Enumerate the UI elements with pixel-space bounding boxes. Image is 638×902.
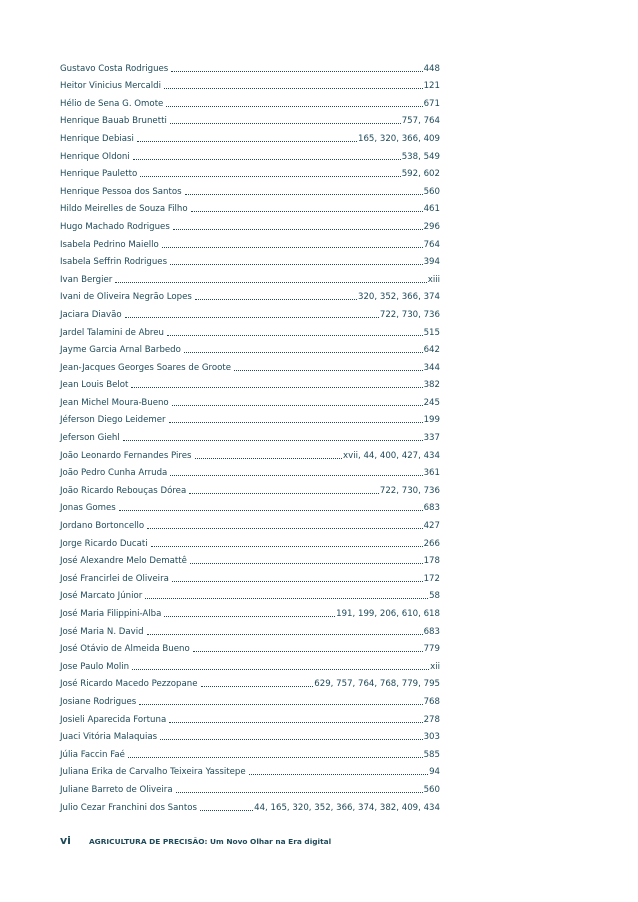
index-entry [60, 233, 440, 251]
index-entry [60, 356, 440, 374]
index-entry [60, 690, 440, 708]
index-entry [60, 550, 440, 568]
author-name: Hildo Meirelles de Souza Filho [60, 204, 188, 215]
author-name: Ivani de Oliveira Negrão Lopes [60, 292, 192, 303]
dot-leader [172, 581, 423, 582]
page-references: 178 [423, 556, 440, 567]
dot-leader [151, 546, 423, 547]
index-entry [60, 462, 440, 480]
dot-leader [195, 458, 343, 459]
dot-leader [171, 71, 422, 72]
page-references: 722, 730, 736 [379, 485, 440, 496]
page-references: 448 [423, 63, 440, 74]
page-references: 538, 549 [401, 151, 440, 162]
author-name: José Francirlei de Oliveira [60, 573, 169, 584]
page-references: 722, 730, 736 [379, 309, 440, 320]
dot-leader [133, 159, 401, 160]
dot-leader [164, 616, 335, 617]
index-entry [60, 620, 440, 638]
dot-leader [173, 229, 423, 230]
dot-leader [147, 634, 423, 635]
index-entry [60, 127, 440, 145]
page-references: xvii, 44, 400, 427, 434 [343, 450, 440, 461]
dot-leader [195, 299, 357, 300]
dot-leader [128, 757, 423, 758]
page-references: 58 [429, 591, 440, 602]
index-entry [60, 75, 440, 93]
dot-leader [201, 686, 314, 687]
index-entry [60, 479, 440, 497]
author-name: Jonas Gomes [60, 503, 116, 514]
dot-leader [191, 211, 423, 212]
page-references: 592, 602 [401, 169, 440, 180]
dot-leader [140, 176, 401, 177]
dot-leader [169, 422, 423, 423]
index-entry [60, 532, 440, 550]
author-name: Jardel Talamini de Abreu [60, 327, 165, 338]
page-references: 585 [423, 749, 440, 760]
author-name: Gustavo Costa Rodrigues [60, 63, 169, 74]
author-name: Josieli Aparecida Fortuna [60, 714, 167, 725]
page-references: 245 [423, 397, 440, 408]
page-references: 303 [423, 732, 440, 743]
author-name: Juliane Barreto de Oliveira [60, 784, 173, 795]
index-entry [60, 303, 440, 321]
index-entry [60, 374, 440, 392]
dot-leader [160, 739, 423, 740]
dot-leader [193, 651, 423, 652]
author-name: Jean-Jacques Georges Soares de Groote [60, 362, 232, 373]
index-entry [60, 778, 440, 796]
author-name: Ivan Bergier [60, 274, 113, 285]
index-entry [60, 497, 440, 515]
author-name: Jeferson Giehl [60, 433, 120, 444]
index-entry [60, 180, 440, 198]
index-entry [60, 655, 440, 673]
index-entry [60, 514, 440, 532]
page-references: 337 [423, 433, 440, 444]
page-references: 382 [423, 380, 440, 391]
author-name: Jéferson Diego Leidemer [60, 415, 166, 426]
dot-leader [131, 387, 422, 388]
page-footer [60, 834, 331, 847]
index-entry [60, 796, 440, 814]
page-references: 266 [423, 538, 440, 549]
index-entry [60, 268, 440, 286]
page-references: 121 [423, 81, 440, 92]
dot-leader [137, 141, 357, 142]
author-name: Josiane Rodrigues [60, 696, 137, 707]
index-entry [60, 726, 440, 744]
page-references: 560 [423, 186, 440, 197]
dot-leader [170, 475, 422, 476]
page-references: 320, 352, 366, 374 [357, 292, 440, 303]
author-name: Henrique Bauab Brunetti [60, 116, 167, 127]
index-entry [60, 339, 440, 357]
page-references: xiii [427, 274, 440, 285]
author-name: José Maria N. David [60, 626, 144, 637]
page-references: 683 [423, 626, 440, 637]
index-entry [60, 673, 440, 691]
dot-leader [190, 563, 423, 564]
page-references: xii [430, 661, 440, 672]
author-name: Jaciara Diavão [60, 309, 122, 320]
dot-leader [166, 106, 422, 107]
page-number: vi [60, 834, 71, 847]
index-entry [60, 761, 440, 779]
dot-leader [132, 669, 429, 670]
index-entry [60, 391, 440, 409]
dot-leader [145, 598, 428, 599]
author-name: Jean Michel Moura-Bueno [60, 397, 169, 408]
page-references: 172 [423, 573, 440, 584]
author-name: João Leonardo Fernandes Pires [60, 450, 192, 461]
dot-leader [119, 510, 423, 511]
author-name: João Pedro Cunha Arruda [60, 468, 168, 479]
page-references: 44, 165, 320, 352, 366, 374, 382, 409, 434 [254, 802, 440, 813]
author-name: José Alexandre Melo Demattê [60, 556, 187, 567]
author-name: Henrique Pessoa dos Santos [60, 186, 182, 197]
author-name: Jose Paulo Molin [60, 661, 130, 672]
dot-leader [162, 247, 423, 248]
page-references: 394 [423, 257, 440, 268]
author-name: Hélio de Sena G. Omote [60, 98, 164, 109]
author-name: Henrique Debiasi [60, 133, 134, 144]
author-name: João Ricardo Rebouças Dórea [60, 485, 187, 496]
page-references: 671 [423, 98, 440, 109]
author-name: Isabela Seffrin Rodrigues [60, 257, 168, 268]
index-entry [60, 602, 440, 620]
page-references: 296 [423, 221, 440, 232]
author-name: Isabela Pedrino Maiello [60, 239, 159, 250]
index-entry [60, 444, 440, 462]
dot-leader [115, 282, 426, 283]
page-references: 461 [423, 204, 440, 215]
author-name: Júlia Faccin Faé [60, 749, 125, 760]
author-name: Juliana Erika de Carvalho Teixeira Yassitepe [60, 767, 246, 778]
index-entry [60, 638, 440, 656]
dot-leader [170, 123, 401, 124]
index-entry [60, 585, 440, 603]
dot-leader [200, 810, 253, 811]
index-entry [60, 321, 440, 339]
author-index [60, 57, 440, 814]
page-references: 779 [423, 644, 440, 655]
page-references: 560 [423, 784, 440, 795]
author-name: José Marcato Júnior [60, 591, 143, 602]
page-references: 642 [423, 345, 440, 356]
author-name: Heitor Vinicius Mercaldi [60, 81, 161, 92]
author-name: Jordano Bortoncello [60, 521, 145, 532]
page-references: 683 [423, 503, 440, 514]
index-entry [60, 57, 440, 75]
author-name: Jean Louis Belot [60, 380, 129, 391]
page-references: 94 [429, 767, 440, 778]
index-entry [60, 215, 440, 233]
index-entry [60, 163, 440, 181]
book-title: AGRICULTURA DE PRECISÃO: Um Novo Olhar na Era digital [88, 837, 332, 846]
index-entry [60, 110, 440, 128]
author-name: Henrique Oldoni [60, 151, 130, 162]
author-name: José Ricardo Macedo Pezzopane [60, 679, 198, 690]
page-references: 764 [423, 239, 440, 250]
index-entry [60, 92, 440, 110]
page-references: 427 [423, 521, 440, 532]
author-name: Juaci Vitória Malaquias [60, 732, 158, 743]
author-name: José Otávio de Almeida Bueno [60, 644, 190, 655]
author-name: Jorge Ricardo Ducati [60, 538, 148, 549]
page-references: 757, 764 [401, 116, 440, 127]
page-references: 515 [423, 327, 440, 338]
index-entry [60, 286, 440, 304]
index-entry [60, 251, 440, 269]
dot-leader [167, 335, 423, 336]
dot-leader [139, 704, 422, 705]
dot-leader [170, 264, 423, 265]
dot-leader [189, 493, 379, 494]
index-entry [60, 426, 440, 444]
dot-leader [169, 722, 422, 723]
dot-leader [164, 88, 423, 89]
index-entry [60, 743, 440, 761]
dot-leader [234, 370, 423, 371]
author-name: Julio Cezar Franchini dos Santos [60, 802, 197, 813]
index-entry [60, 708, 440, 726]
dot-leader [249, 774, 428, 775]
page-references: 278 [423, 714, 440, 725]
dot-leader [125, 317, 379, 318]
dot-leader [176, 792, 423, 793]
dot-leader [123, 440, 423, 441]
page-references: 361 [423, 468, 440, 479]
author-name: Hugo Machado Rodrigues [60, 221, 170, 232]
page-references: 344 [423, 362, 440, 373]
dot-leader [147, 528, 422, 529]
page-references: 629, 757, 764, 768, 779, 795 [314, 679, 440, 690]
page-references: 768 [423, 696, 440, 707]
author-name: Henrique Pauletto [60, 169, 138, 180]
page-references: 199 [423, 415, 440, 426]
index-entry [60, 409, 440, 427]
index-entry [60, 145, 440, 163]
author-name: José Maria Filippini-Alba [60, 609, 162, 619]
author-name: Jayme Garcia Arnal Barbedo [60, 345, 181, 356]
page-references: 165, 320, 366, 409 [357, 133, 440, 144]
index-entry [60, 198, 440, 216]
dot-leader [185, 194, 423, 195]
index-entry [60, 567, 440, 585]
dot-leader [172, 405, 423, 406]
dot-leader [184, 352, 423, 353]
page-references: 191, 199, 206, 610, 618 [336, 609, 440, 619]
